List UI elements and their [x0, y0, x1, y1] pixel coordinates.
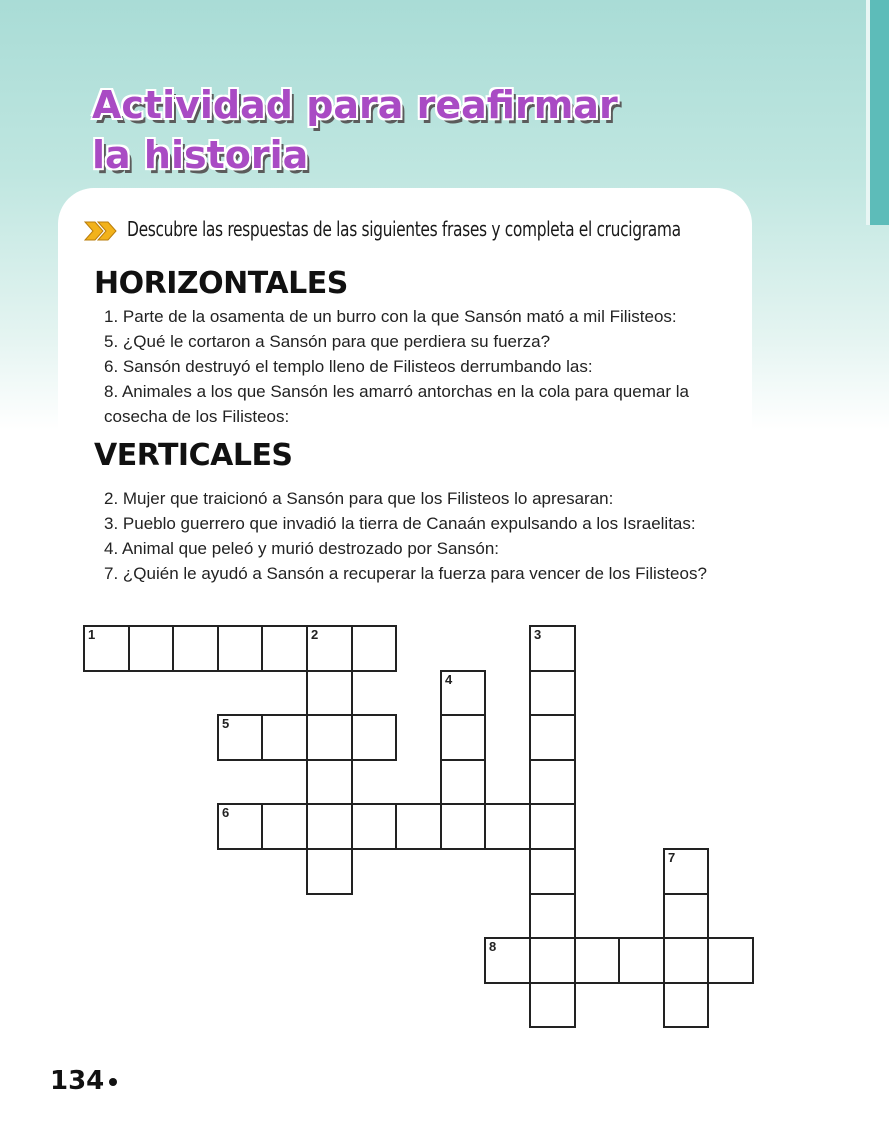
crossword-cell[interactable]: [172, 625, 219, 672]
crossword-cell[interactable]: [395, 803, 442, 850]
crossword-cell[interactable]: [618, 937, 665, 984]
crossword-cell[interactable]: [574, 937, 620, 984]
crossword-cell[interactable]: [261, 714, 308, 761]
crossword-cell[interactable]: [529, 893, 576, 939]
crossword-cell[interactable]: [351, 714, 397, 761]
crossword-cell[interactable]: [529, 759, 576, 805]
crossword-cell[interactable]: [351, 803, 397, 850]
crossword-clue-number: 5: [222, 716, 230, 731]
crossword-clue-number: 1: [88, 627, 96, 642]
crossword-cell[interactable]: [529, 670, 576, 716]
crossword-cell[interactable]: [306, 670, 353, 716]
crossword-cell[interactable]: [83, 625, 130, 672]
crossword-cell[interactable]: [440, 803, 486, 850]
crossword-cell[interactable]: [529, 803, 576, 850]
clue-down-4: 4. Animal que peleó y murió destrozado por Sansón:: [104, 539, 500, 558]
crossword-cell[interactable]: [261, 803, 308, 850]
side-tab: [870, 0, 889, 225]
verticales-clue-list: [104, 486, 784, 586]
crossword-cell[interactable]: [484, 937, 531, 984]
crossword-cell[interactable]: [663, 937, 709, 984]
crossword-cell[interactable]: [707, 937, 754, 984]
crossword-cell[interactable]: [440, 714, 486, 761]
crossword-cell[interactable]: [663, 893, 709, 939]
crossword-cell[interactable]: [306, 625, 353, 672]
horizontales-heading: HORIZONTALES: [94, 266, 348, 301]
clue-down-7: 7. ¿Quién le ayudó a Sansón a recuperar la fuerza para vencer de los Filisteos?: [104, 564, 707, 583]
clue-across-5: 5. ¿Qué le cortaron a Sansón para que perdiera su fuerza?: [104, 332, 551, 351]
clue-across-8: 8. Animales a los que Sansón les amarró antorchas en la cola para quemar la cosecha de los Filisteos:: [104, 382, 689, 426]
crossword-clue-number: 4: [445, 672, 453, 687]
page-title: [92, 80, 618, 180]
crossword-cell[interactable]: [128, 625, 174, 672]
crossword-cell[interactable]: [306, 803, 353, 850]
crossword-cell[interactable]: [306, 759, 353, 805]
crossword-cell[interactable]: [306, 848, 353, 895]
crossword-clue-number: 6: [222, 805, 230, 820]
crossword-clue-number: 8: [489, 939, 497, 954]
clue-across-6: 6. Sansón destruyó el templo lleno de Filisteos derrumbando las:: [104, 357, 593, 376]
verticales-heading: VERTICALES: [94, 438, 293, 473]
instruction-text: Descubre las respuestas de las siguientes frases y completa el crucigrama: [127, 217, 681, 241]
crossword-cell[interactable]: [663, 848, 709, 895]
crossword-clue-number: 7: [668, 850, 676, 865]
crossword-cell[interactable]: [217, 803, 263, 850]
crossword-cell[interactable]: [529, 937, 576, 984]
crossword-cell[interactable]: [529, 625, 576, 672]
crossword-cell[interactable]: [306, 714, 353, 761]
clue-down-3: 3. Pueblo guerrero que invadió la tierra de Canaán expulsando a los Israelitas:: [104, 514, 696, 533]
crossword-cell[interactable]: [440, 670, 486, 716]
crossword-cell[interactable]: [217, 714, 263, 761]
title-line-2: la historia: [92, 133, 309, 177]
clue-across-1: 1. Parte de la osamenta de un burro con la que Sansón mató a mil Filisteos:: [104, 307, 677, 326]
crossword-cell[interactable]: [529, 848, 576, 895]
double-chevron-right-icon: [83, 220, 119, 242]
crossword-cell[interactable]: [663, 982, 709, 1028]
crossword-cell[interactable]: [440, 759, 486, 805]
page-number: 134: [50, 1066, 105, 1096]
crossword-clue-number: 2: [311, 627, 319, 642]
title-line-1: Actividad para reafirmar: [92, 83, 618, 127]
clue-down-2: 2. Mujer que traicionó a Sansón para que los Filisteos lo apresaran:: [104, 489, 614, 508]
crossword-cell[interactable]: [529, 982, 576, 1028]
horizontales-clue-list: [104, 304, 754, 429]
crossword-cell[interactable]: [484, 803, 531, 850]
crossword-cell[interactable]: [217, 625, 263, 672]
page-number-dot: [109, 1078, 117, 1086]
crossword-cell[interactable]: [351, 625, 397, 672]
crossword-clue-number: 3: [534, 627, 542, 642]
crossword-cell[interactable]: [261, 625, 308, 672]
crossword-cell[interactable]: [529, 714, 576, 761]
